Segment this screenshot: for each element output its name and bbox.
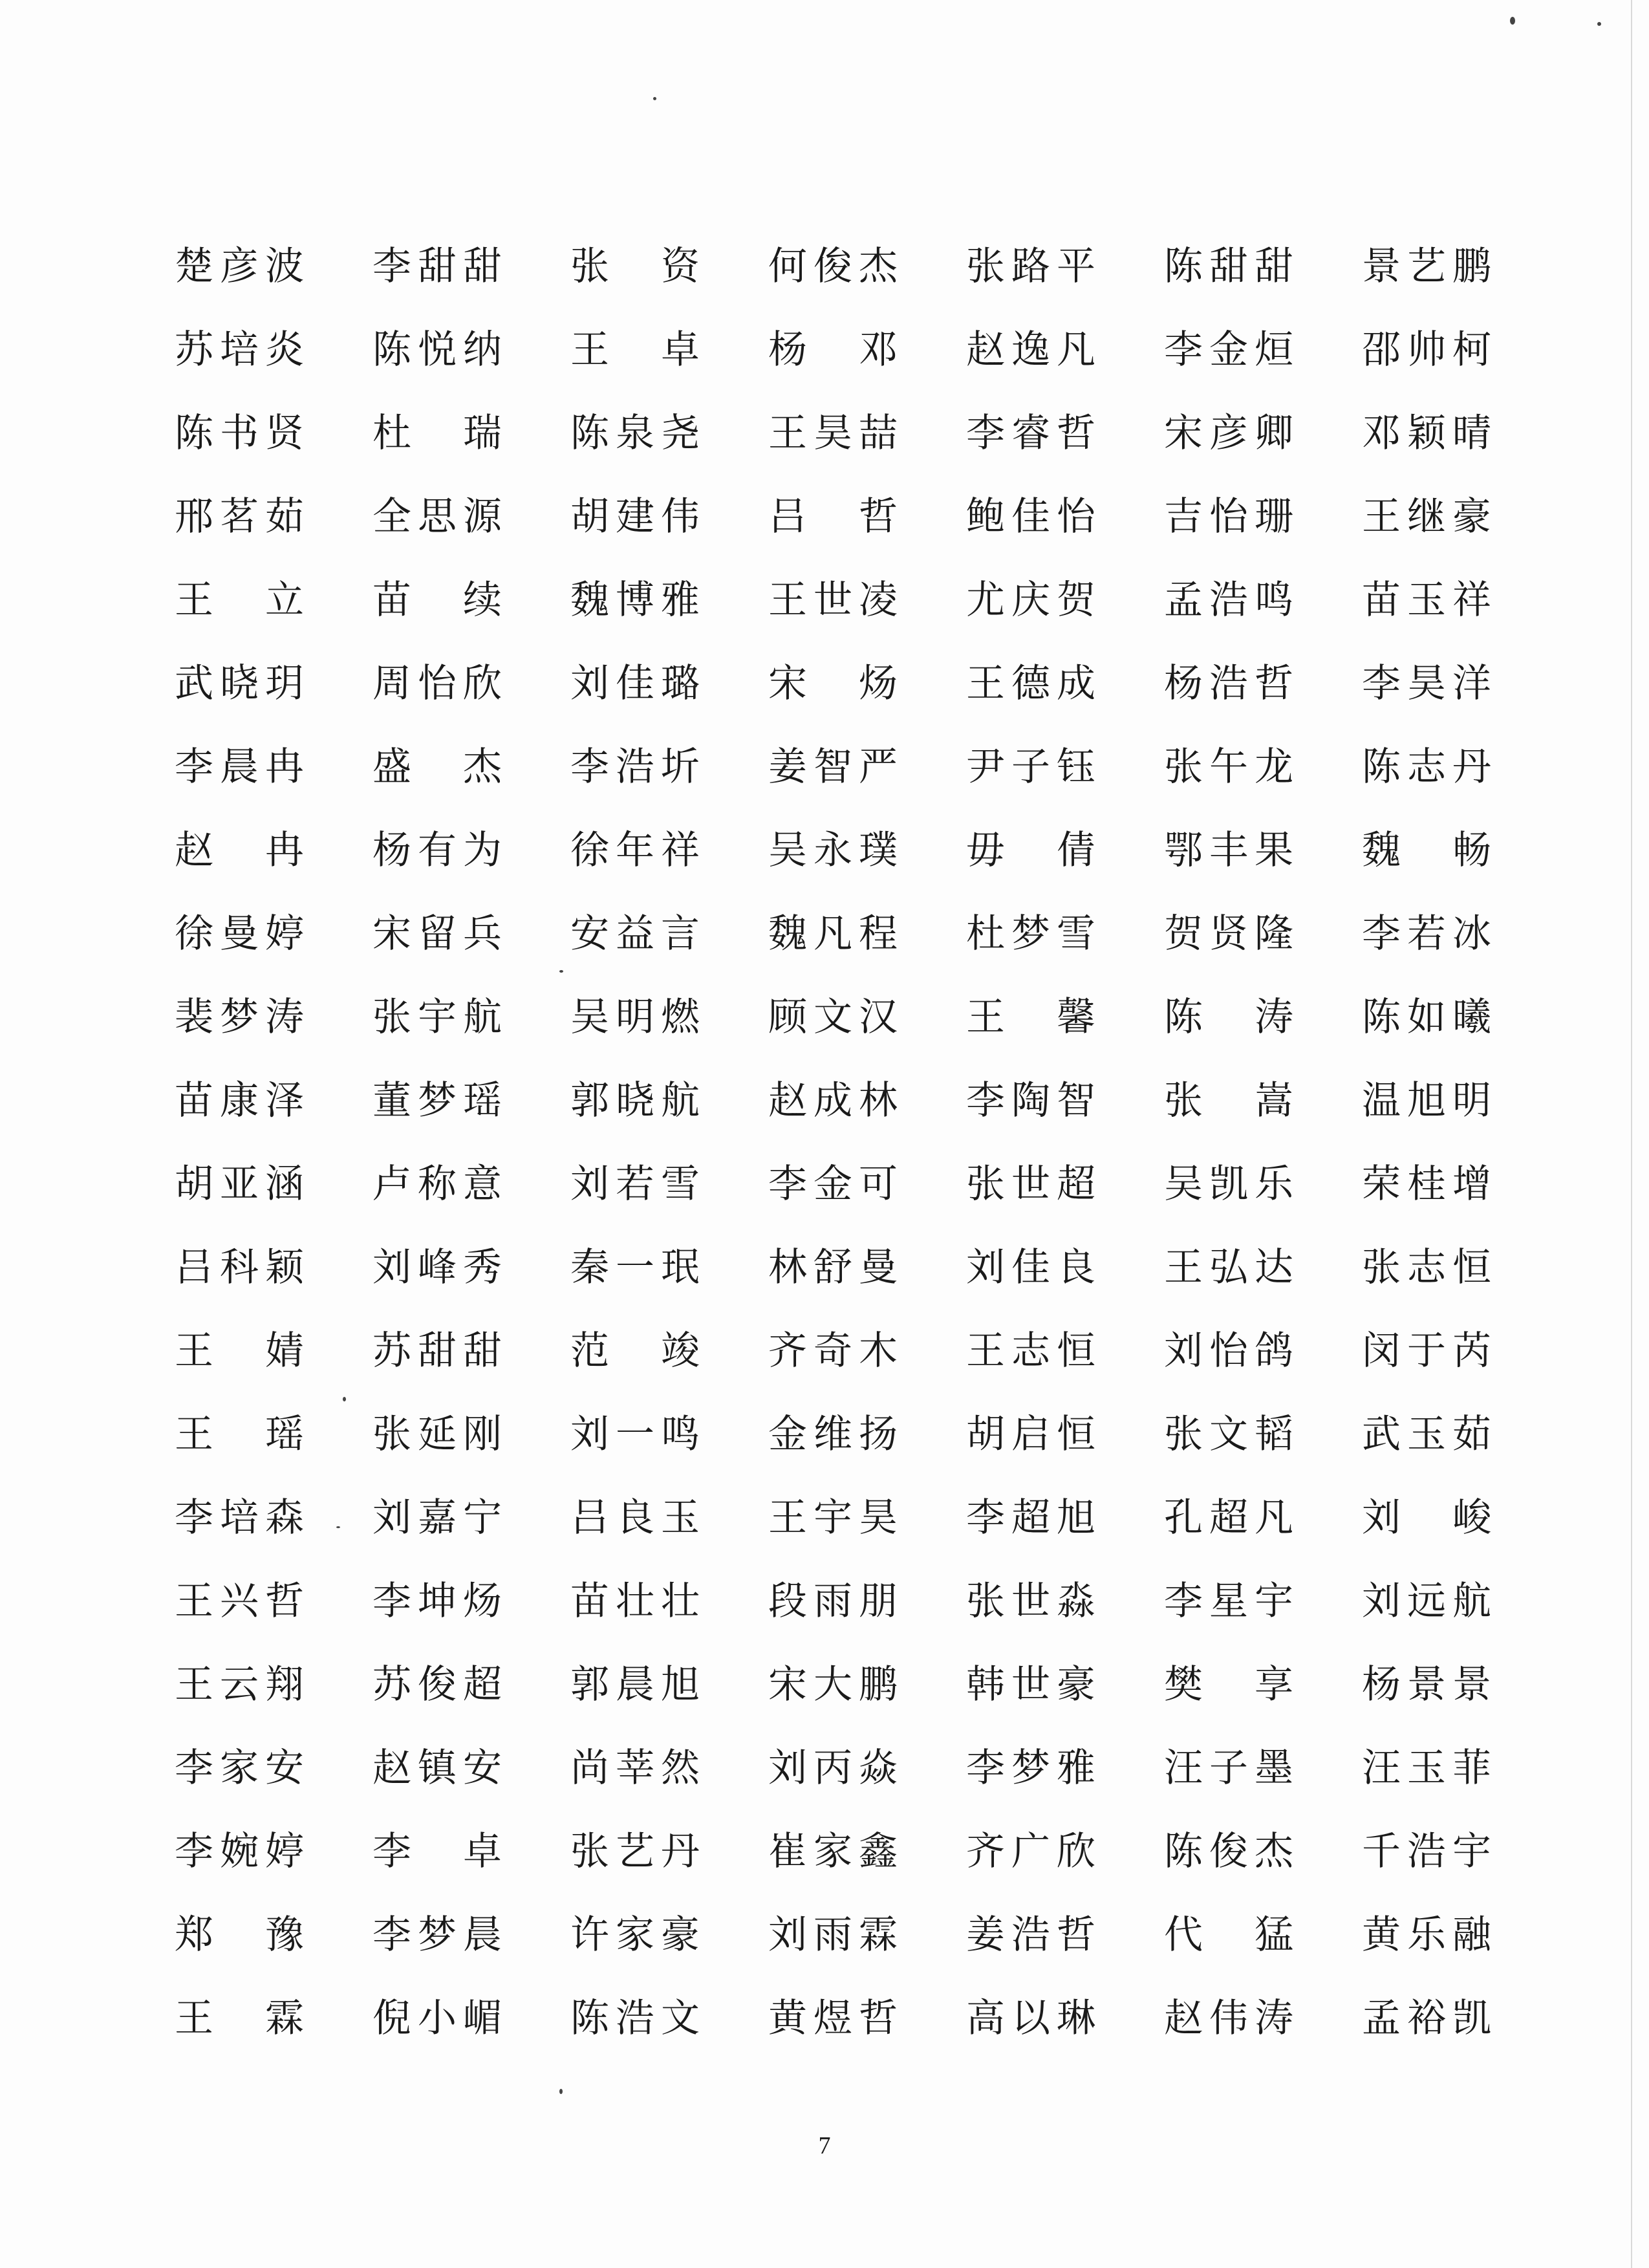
name-cell: 苏甜甜 bbox=[372, 1328, 508, 1374]
name-cell: 郭晨旭 bbox=[570, 1662, 706, 1707]
name-cell: 刘 峻 bbox=[1362, 1495, 1498, 1540]
name-cell: 武玉茹 bbox=[1362, 1412, 1498, 1457]
name-cell: 陈甜甜 bbox=[1164, 244, 1300, 289]
name-cell: 吕 哲 bbox=[768, 494, 904, 539]
name-cell: 宋 炀 bbox=[768, 661, 904, 706]
name-cell: 宋彦卿 bbox=[1164, 411, 1300, 456]
name-cell: 楚彦波 bbox=[175, 244, 310, 289]
name-cell: 陈志丹 bbox=[1362, 744, 1498, 790]
name-cell: 黄乐融 bbox=[1362, 1912, 1498, 1958]
name-cell: 李梦雅 bbox=[966, 1745, 1102, 1791]
name-cell: 范 竣 bbox=[570, 1328, 706, 1374]
name-cell: 孔超凡 bbox=[1164, 1495, 1300, 1540]
name-cell: 周怡欣 bbox=[372, 661, 508, 706]
name-cell: 魏博雅 bbox=[570, 578, 706, 623]
name-cell: 王继豪 bbox=[1362, 494, 1498, 539]
name-cell: 王云翔 bbox=[175, 1662, 310, 1707]
name-cell: 齐奇木 bbox=[768, 1328, 904, 1374]
name-cell: 苗 续 bbox=[372, 578, 508, 623]
name-cell: 贺贤隆 bbox=[1164, 911, 1300, 956]
name-cell: 陈泉尧 bbox=[570, 411, 706, 456]
name-cell: 秦一珉 bbox=[570, 1245, 706, 1290]
name-cell: 樊 享 bbox=[1164, 1662, 1300, 1707]
name-cell: 李婉婷 bbox=[175, 1829, 310, 1874]
name-cell: 闵于芮 bbox=[1362, 1328, 1498, 1374]
name-cell: 张艺丹 bbox=[570, 1829, 706, 1874]
name-cell: 王德成 bbox=[966, 661, 1102, 706]
name-cell: 尚莘然 bbox=[570, 1745, 706, 1791]
name-cell: 苗壮壮 bbox=[570, 1579, 706, 1624]
name-cell: 陈 涛 bbox=[1164, 995, 1300, 1040]
name-cell: 陈悦纳 bbox=[372, 327, 508, 373]
name-cell: 刘丙焱 bbox=[768, 1745, 904, 1791]
name-cell: 赵成林 bbox=[768, 1078, 904, 1123]
name-cell: 李家安 bbox=[175, 1745, 310, 1791]
name-cell: 魏 畅 bbox=[1362, 828, 1498, 873]
name-cell: 王世凌 bbox=[768, 578, 904, 623]
name-cell: 张宇航 bbox=[372, 995, 508, 1040]
name-cell: 许家豪 bbox=[570, 1912, 706, 1958]
name-cell: 陈浩文 bbox=[570, 1996, 706, 2041]
name-cell: 李甜甜 bbox=[372, 244, 508, 289]
name-cell: 陈俊杰 bbox=[1164, 1829, 1300, 1874]
name-cell: 温旭明 bbox=[1362, 1078, 1498, 1123]
name-cell: 吴凯乐 bbox=[1164, 1161, 1300, 1207]
name-cell: 李若冰 bbox=[1362, 911, 1498, 956]
name-cell: 黄煜哲 bbox=[768, 1996, 904, 2041]
name-cell: 吕良玉 bbox=[570, 1495, 706, 1540]
name-cell: 盛 杰 bbox=[372, 744, 508, 790]
name-cell: 刘佳良 bbox=[966, 1245, 1102, 1290]
name-cell: 胡建伟 bbox=[570, 494, 706, 539]
name-cell: 张 嵩 bbox=[1164, 1078, 1300, 1123]
name-cell: 李金烜 bbox=[1164, 327, 1300, 373]
name-cell: 李浩圻 bbox=[570, 744, 706, 790]
name-cell: 崔家鑫 bbox=[768, 1829, 904, 1874]
name-cell: 王 馨 bbox=[966, 995, 1102, 1040]
name-cell: 林舒曼 bbox=[768, 1245, 904, 1290]
name-cell: 韩世豪 bbox=[966, 1662, 1102, 1707]
name-cell: 陈书贤 bbox=[175, 411, 310, 456]
name-cell: 王 霖 bbox=[175, 1996, 310, 2041]
name-cell: 齐广欣 bbox=[966, 1829, 1102, 1874]
name-cell: 刘雨霖 bbox=[768, 1912, 904, 1958]
name-cell: 安益言 bbox=[570, 911, 706, 956]
name-cell: 邓颖晴 bbox=[1362, 411, 1498, 456]
name-cell: 郑 豫 bbox=[175, 1912, 310, 1958]
name-cell: 姜浩哲 bbox=[966, 1912, 1102, 1958]
name-cell: 刘若雪 bbox=[570, 1161, 706, 1207]
name-cell: 金维扬 bbox=[768, 1412, 904, 1457]
name-cell: 王 立 bbox=[175, 578, 310, 623]
name-cell: 杨有为 bbox=[372, 828, 508, 873]
name-cell: 张世超 bbox=[966, 1161, 1102, 1207]
name-cell: 倪小嵋 bbox=[372, 1996, 508, 2041]
name-cell: 景艺鹏 bbox=[1362, 244, 1498, 289]
name-cell: 杨浩哲 bbox=[1164, 661, 1300, 706]
name-cell: 魏凡程 bbox=[768, 911, 904, 956]
name-cell: 刘一鸣 bbox=[570, 1412, 706, 1457]
name-cell: 卢称意 bbox=[372, 1161, 508, 1207]
name-cell: 邢茗茹 bbox=[175, 494, 310, 539]
name-cell: 顾文汉 bbox=[768, 995, 904, 1040]
name-cell: 李坤炀 bbox=[372, 1579, 508, 1624]
name-cell: 荣桂增 bbox=[1362, 1161, 1498, 1207]
name-cell: 王宇昊 bbox=[768, 1495, 904, 1540]
scan-speck bbox=[1597, 22, 1601, 26]
name-cell: 赵逸凡 bbox=[966, 327, 1102, 373]
name-cell: 苏俊超 bbox=[372, 1662, 508, 1707]
name-cell: 邵帅柯 bbox=[1362, 327, 1498, 373]
name-cell: 刘怡鸽 bbox=[1164, 1328, 1300, 1374]
name-cell: 张文韬 bbox=[1164, 1412, 1300, 1457]
name-cell: 宋大鹏 bbox=[768, 1662, 904, 1707]
name-cell: 张延刚 bbox=[372, 1412, 508, 1457]
name-cell: 张志恒 bbox=[1362, 1245, 1498, 1290]
name-cell: 赵伟涛 bbox=[1164, 1996, 1300, 2041]
name-cell: 胡亚涵 bbox=[175, 1161, 310, 1207]
name-cell: 李星宇 bbox=[1164, 1579, 1300, 1624]
name-cell: 孟浩鸣 bbox=[1164, 578, 1300, 623]
name-cell: 刘峰秀 bbox=[372, 1245, 508, 1290]
name-cell: 李培森 bbox=[175, 1495, 310, 1540]
name-cell: 李昊洋 bbox=[1362, 661, 1498, 706]
name-cell: 吴永璞 bbox=[768, 828, 904, 873]
name-cell: 刘嘉宁 bbox=[372, 1495, 508, 1540]
name-cell: 高以琳 bbox=[966, 1996, 1102, 2041]
name-cell: 李梦晨 bbox=[372, 1912, 508, 1958]
name-cell: 裴梦涛 bbox=[175, 995, 310, 1040]
name-cell: 杨景景 bbox=[1362, 1662, 1498, 1707]
name-cell: 武晓玥 bbox=[175, 661, 310, 706]
name-cell: 姜智严 bbox=[768, 744, 904, 790]
name-cell: 张路平 bbox=[966, 244, 1102, 289]
name-cell: 王 瑶 bbox=[175, 1412, 310, 1457]
name-cell: 刘佳璐 bbox=[570, 661, 706, 706]
name-cell: 杜 瑞 bbox=[372, 411, 508, 456]
name-cell: 鲍佳怡 bbox=[966, 494, 1102, 539]
name-cell: 吉怡珊 bbox=[1164, 494, 1300, 539]
name-cell: 王昊喆 bbox=[768, 411, 904, 456]
name-cell: 张午龙 bbox=[1164, 744, 1300, 790]
name-cell: 郭晓航 bbox=[570, 1078, 706, 1123]
name-cell: 汪玉菲 bbox=[1362, 1745, 1498, 1791]
scan-speck bbox=[559, 2089, 563, 2094]
name-cell: 全思源 bbox=[372, 494, 508, 539]
name-cell: 李金可 bbox=[768, 1161, 904, 1207]
name-cell: 刘远航 bbox=[1362, 1579, 1498, 1624]
name-cell: 王 婧 bbox=[175, 1328, 310, 1374]
name-cell: 李超旭 bbox=[966, 1495, 1102, 1540]
name-cell: 吕科颖 bbox=[175, 1245, 310, 1290]
name-cell: 李 卓 bbox=[372, 1829, 508, 1874]
name-cell: 尹子钰 bbox=[966, 744, 1102, 790]
name-cell: 陈如曦 bbox=[1362, 995, 1498, 1040]
name-cell: 胡启恒 bbox=[966, 1412, 1102, 1457]
name-cell: 何俊杰 bbox=[768, 244, 904, 289]
name-cell: 孟裕凯 bbox=[1362, 1996, 1498, 2041]
name-cell: 千浩宇 bbox=[1362, 1829, 1498, 1874]
name-list-grid bbox=[175, 225, 1533, 2060]
name-cell: 鄂丰果 bbox=[1164, 828, 1300, 873]
name-cell: 徐年祥 bbox=[570, 828, 706, 873]
name-cell: 苏培炎 bbox=[175, 327, 310, 373]
scan-edge-line bbox=[1631, 0, 1632, 2268]
name-cell: 代 猛 bbox=[1164, 1912, 1300, 1958]
name-cell: 段雨朋 bbox=[768, 1579, 904, 1624]
name-cell: 苗玉祥 bbox=[1362, 578, 1498, 623]
name-cell: 徐曼婷 bbox=[175, 911, 310, 956]
name-cell: 王志恒 bbox=[966, 1328, 1102, 1374]
name-cell: 宋留兵 bbox=[372, 911, 508, 956]
name-cell: 毋 倩 bbox=[966, 828, 1102, 873]
name-cell: 苗康泽 bbox=[175, 1078, 310, 1123]
name-cell: 吴明燃 bbox=[570, 995, 706, 1040]
name-cell: 汪子墨 bbox=[1164, 1745, 1300, 1791]
name-cell: 杜梦雪 bbox=[966, 911, 1102, 956]
page-number: 7 bbox=[818, 2132, 831, 2159]
name-cell: 张世淼 bbox=[966, 1579, 1102, 1624]
name-cell: 李陶智 bbox=[966, 1078, 1102, 1123]
name-cell: 王兴哲 bbox=[175, 1579, 310, 1624]
name-cell: 尤庆贺 bbox=[966, 578, 1102, 623]
name-cell: 张 资 bbox=[570, 244, 706, 289]
name-cell: 杨 邓 bbox=[768, 327, 904, 373]
scan-speck bbox=[1510, 17, 1515, 25]
name-cell: 李睿哲 bbox=[966, 411, 1102, 456]
name-cell: 董梦瑶 bbox=[372, 1078, 508, 1123]
name-cell: 赵镇安 bbox=[372, 1745, 508, 1791]
name-cell: 赵 冉 bbox=[175, 828, 310, 873]
name-cell: 王弘达 bbox=[1164, 1245, 1300, 1290]
name-cell: 王 卓 bbox=[570, 327, 706, 373]
scan-speck bbox=[653, 97, 656, 100]
name-cell: 李晨冉 bbox=[175, 744, 310, 790]
